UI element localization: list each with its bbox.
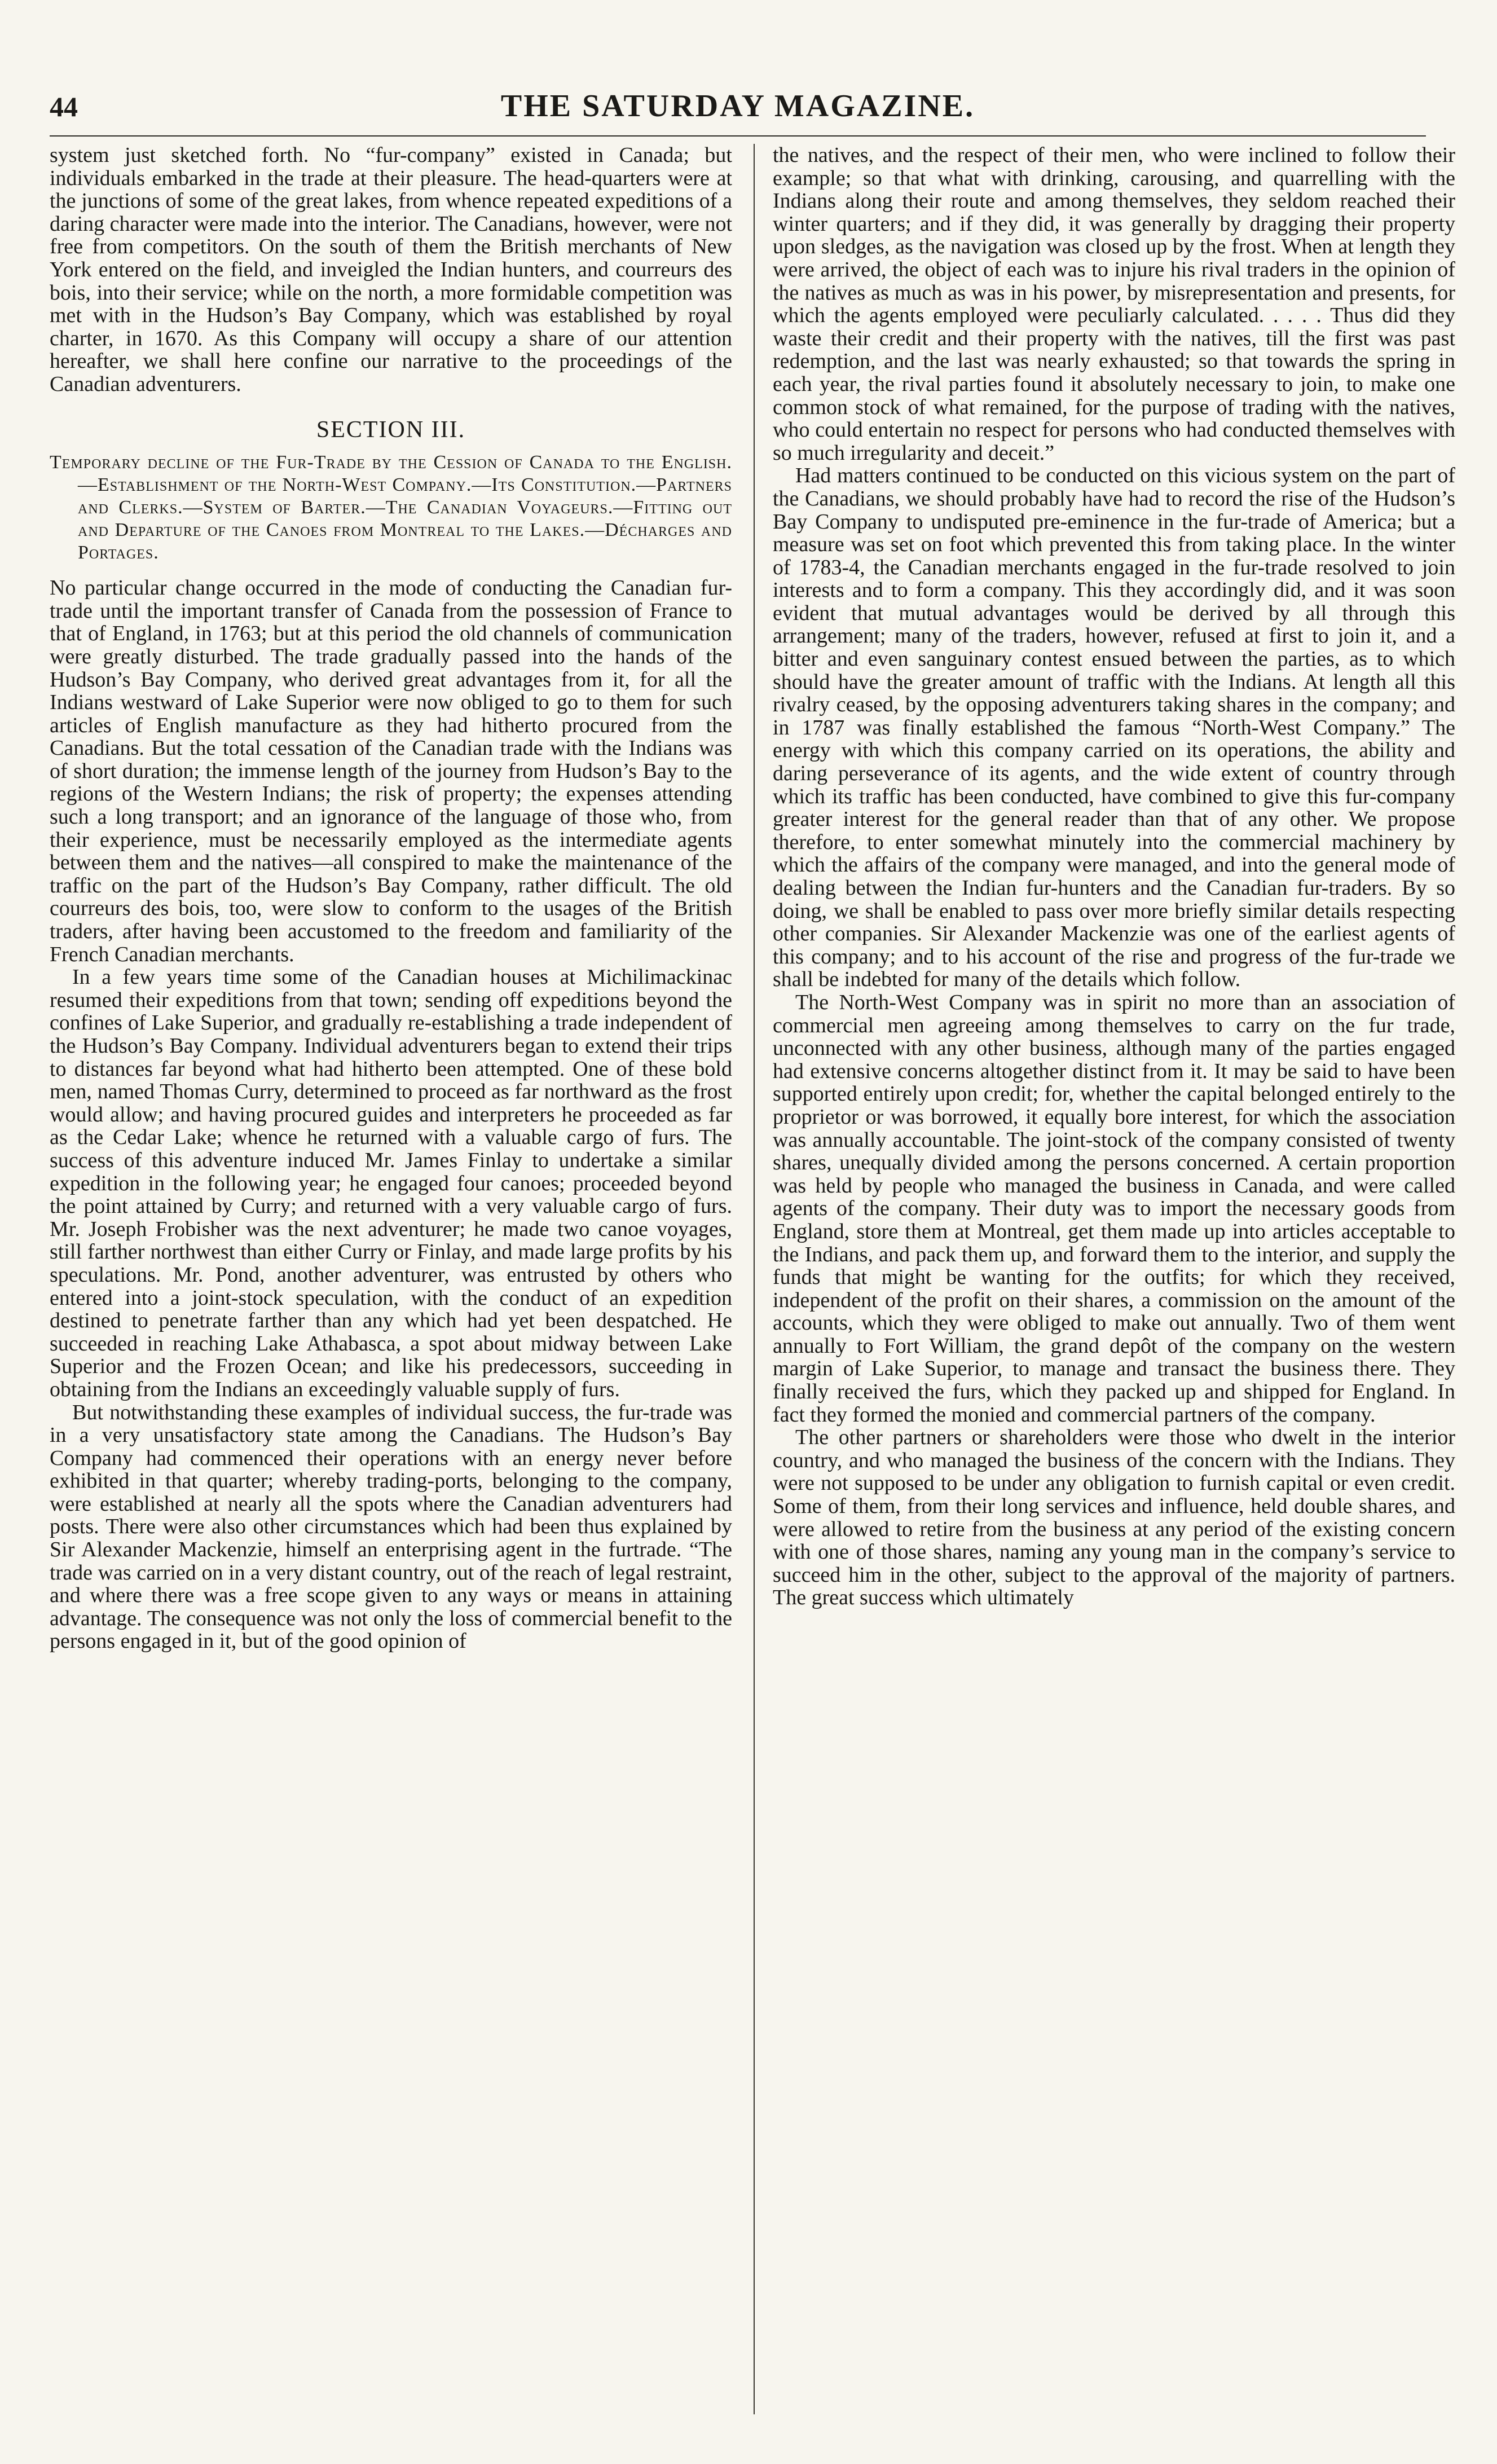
right-column — [773, 144, 1455, 2417]
section-heading: SECTION III. — [316, 416, 466, 443]
left-column — [50, 144, 732, 2417]
paragraph: system just sketched forth. No “fur-company” existed in Canada; but individuals embarked in the trade at their pleasure. The head-quarters were at the junctions of some of the great lakes, from whence repeated expeditions of a daring character were made into the interior. The Canadians, however, were not free from competitors. On the south of them the British merchants of New York entered on the field, and inveigled the Indian hunters, and courreurs des bois, into their service; while on the north, a more formidable competition was met with in the Hudson’s Bay Company, which was established by royal charter, in 1670. As this Company will occupy a share of our attention hereafter, we shall here confine our narrative to the proceedings of the Canadian adventurers. — [50, 144, 732, 396]
column-divider — [754, 144, 755, 2414]
paragraph: Had matters continued to be conducted on this vicious system on the part of the Canadians, we should probably have had to record the rise of the Hudson’s Bay Company to undisputed pre-eminence in the fur-trade of America; but a measure was set on foot which prevented this from taking place. In the winter of 1783-4, the Canadian merchants engaged in the fur-trade resolved to join interests and to form a company. This they accordingly did, and it was soon evident that mutual advantages would be derived by all through this arrangement; many of the traders, however, refused at first to join it, and a bitter and even sanguinary contest ensued between the parties, as to which should have the greater amount of traffic with the Indians. At length all this rivalry ceased, by the opposing adventurers taking shares in the company; and in 1787 was finally established the famous “North-West Company.” The energy with which this company carried on its operations, the ability and daring perseverance of its agents, and the wide extent of country through which its traffic has been conducted, have combined to give this fur-company greater interest for the general reader than that of any other. We propose therefore, to enter somewhat minutely into the commercial machinery by which the affairs of the company were managed, and into the general mode of dealing between the Indian fur-hunters and the Canadian fur-traders. By so doing, we shall be enabled to pass over more briefly similar details respecting other companies. Sir Alexander Mackenzie was one of the earliest agents of this company; and to his account of the rise and progress of the fur-trade we shall be indebted for many of the details which follow. — [773, 464, 1455, 992]
section-summary: Temporary decline of the Fur-Trade by the Cession of Canada to the English.—Establishment of the North-West Company.—Its Constitution.—Partners and Clerks.—System of Barter.—The Canadian Voyageurs.—Fitting out and Departure of the Canoes from Montreal to the Lakes.—Décharges and Portages. — [50, 452, 732, 564]
paragraph: But notwithstanding these examples of individual success, the fur-trade was in a very unsatisfactory state among the Canadians. The Hudson’s Bay Company had commenced their operations with an energy never before exhibited in that quarter; whereby trading-ports, belonging to the company, were established at nearly all the spots where the Canadian adventurers had posts. There were also other circumstances which had been thus explained by Sir Alexander Mackenzie, himself an enterprising agent in the furtrade. “The trade was carried on in a very distant country, out of the reach of legal restraint, and where there was a free scope given to any ways or means in attaining advantage. The consequence was not only the loss of commercial benefit to the persons engaged in it, but of the good opinion of — [50, 1400, 732, 1653]
paragraph: In a few years time some of the Canadian houses at Michilimackinac resumed their expeditions from that town; sending off expeditions beyond the confines of Lake Superior, and gradually re-establishing a trade independent of the Hudson’s Bay Company. Individual adventurers began to extend their trips to distances far beyond what had hitherto been attempted. One of these bold men, named Thomas Curry, determined to proceed as far northward as the frost would allow; and having procured guides and interpreters he proceeded as far as the Cedar Lake; whence he returned with a valuable cargo of furs. The success of this adventure induced Mr. James Finlay to undertake a similar expedition in the following year; he engaged four canoes; proceeded beyond the point attained by Curry; and returned with a very valuable cargo of furs. Mr. Joseph Frobisher was the next adventurer; he made two canoe voyages, still farther northwest than either Curry or Finlay, and made large profits by his speculations. Mr. Pond, another adventurer, was entrusted by others who entered into a joint-stock speculation, with the conduct of an expedition destined to penetrate farther than any which had yet been despatched. He succeeded in reaching Lake Athabasca, a spot about midway between Lake Superior and the Frozen Ocean; and like his predecessors, succeeding in obtaining from the Indians an exceedingly valuable supply of furs. — [50, 965, 732, 1401]
paragraph: the natives, and the respect of their men, who were inclined to follow their example; so that what with drinking, carousing, and quarrelling with the Indians along their route and among themselves, they seldom reached their winter quarters; and if they did, it was generally by dragging their property upon sledges, as the navigation was closed up by the frost. When at length they were arrived, the object of each was to injure his rival traders in the opinion of the natives as much as was in his power, by misrepresentation and presents, for which the agents employed were peculiarly calculated. . . . . Thus did they waste their credit and their property with the natives, till the first was past redemption, and the last was nearly exhausted; so that towards the spring in each year, the rival parties found it absolutely necessary to join, to make one common stock of what remained, for the purpose of trading with the natives, who could entertain no respect for persons who had conducted themselves with so much irregularity and deceit.” — [773, 144, 1455, 465]
page-number: 44 — [50, 91, 78, 122]
running-title: THE SATURDAY MAGAZINE. — [500, 89, 975, 124]
page-header — [50, 85, 1426, 135]
header-rule — [50, 135, 1426, 137]
paragraph: The North-West Company was in spirit no more than an association of commercial men agreeing among themselves to carry on the fur trade, unconnected with any other business, although many of the parties engaged had extensive concerns altogether distinct from it. It may be said to have been supported entirely upon credit; for, whether the capital belonged entirely to the proprietor or was borrowed, it equally bore interest, for which the association was annually accountable. The joint-stock of the company consisted of twenty shares, unequally divided among the persons concerned. A certain proportion was held by people who managed the business in Canada, and were called agents of the company. Their duty was to import the necessary goods from England, store them at Montreal, get them made up into articles acceptable to the Indians, and pack them up, and forward them to the interior, and supply the funds that might be wanting for the outfits; for which they received, independent of the profit on their shares, a commission on the amount of the accounts, which they were obliged to make out annually. Two of them went annually to Fort William, the grand depôt of the company on the western margin of Lake Superior, to manage and transact the business there. They finally received the furs, which they packed up and shipped for England. In fact they formed the monied and commercial partners of the company. — [773, 990, 1455, 1427]
paragraph: The other partners or shareholders were those who dwelt in the interior country, and who managed the business of the concern with the Indians. They were not supposed to be under any obligation to furnish capital or even credit. Some of them, from their long services and influence, held double shares, and were allowed to retire from the business at any period of the existing concern with one of those shares, naming any young man in the company’s service to succeed him in the other, subject to the approval of the majority of partners. The great success which ultimately — [773, 1425, 1455, 1610]
paragraph: No particular change occurred in the mode of conducting the Canadian fur-trade until the important transfer of Canada from the possession of France to that of England, in 1763; but at this period the old channels of communication were greatly disturbed. The trade gradually passed into the hands of the Hudson’s Bay Company, who derived great advantages from it, for all the Indians westward of Lake Superior were now obliged to go to them for such articles of English manufacture as they had hitherto procured from the Canadians. But the total cessation of the Canadian trade with the Indians was of short duration; the immense length of the journey from Hudson’s Bay to the regions of the Western Indians; the risk of property; the expenses attending such a long transport; and an ignorance of the language of those who, from their experience, must be necessarily employed as the intermediate agents between them and the natives—all conspired to make the maintenance of the traffic on the part of the Hudson’s Bay Company, rather difficult. The old courreurs des bois, too, were slow to conform to the usages of the British traders, after having been accustomed to the freedom and familiarity of the French Canadian merchants. — [50, 576, 732, 966]
